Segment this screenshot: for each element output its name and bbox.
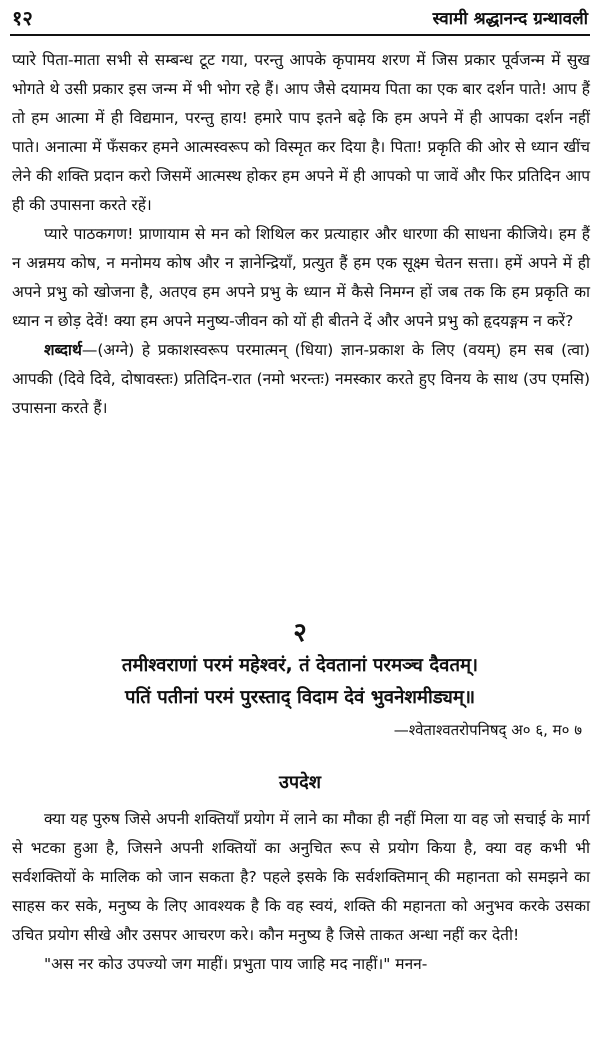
paragraph-dear-readers: प्यारे पाठकगण! प्राणायाम से मन को शिथिल कर प्रत्याहार और धारणा की साधना कीजिये। हम हैं न अन्नमय कोष, न मनोमय कोष और न ज्ञानेन्द्रियाँ, प्रत्युत हैं हम एक सूक्ष्म चेतन सत्ता। हमें अपने में ही अपने प्रभु को खोजना है, अतएव हम अपने प्रभु के ध्यान में कैसे निमग्न हों जब तक कि हम प्रकृति का ध्यान न छोड़ देवें! क्या हम अपने मनुष्य-जीवन को यों ही बीतने दें और अपने प्रभु को हृदयङ्गम न करें? [12, 225, 590, 330]
page-number: १२ [12, 6, 33, 30]
paragraph-quote: "अस नर कोउ उपज्यो जग माहीं। प्रभुता पाय जाहि मद नाहीं।" मनन- [44, 955, 428, 973]
paragraph-updesh: क्या यह पुरुष जिसे अपनी शक्तियाँ प्रयोग में लाने का मौका ही नहीं मिला या वह जो सचाई के मार्ग से भटका हुआ है, जिसने अपनी शक्तियों का अनुचित रूप से प्रयोग किया है, क्या वह कभी भी सर्वशक्तियों के मालिक को जान सकता है? पहले इसके कि सर्वशक्तिमान् की महानता को समझने का साहस कर सके, मनुष्य के लिए आवश्यक है कि वह स्वयं, शक्ति की महानता को अनुभव करके उसका उचित प्रयोग सीखे और उसपर आचरण करे। कौन मनुष्य है जिसे ताकत अन्धा नहीं कर देती! [12, 810, 590, 944]
section-one-text [12, 46, 590, 423]
section-heading-updesh: उपदेश [279, 772, 321, 793]
running-title: स्वामी श्रद्धानन्द ग्रन्थावली [432, 9, 588, 29]
paragraph-word-meaning [12, 336, 590, 423]
mantra-source: —श्वेताश्वतरोपनिषद् अ० ६, म० ७ [393, 721, 582, 739]
mantra-line-1: तमीश्वराणां परमं महेश्वरं, तं देवतानां परमञ्च दैवतम्। [121, 655, 479, 676]
paragraph-father-mother: प्यारे पिता-माता सभी से सम्बन्ध टूट गया, परन्तु आपके कृपामय शरण में जिस प्रकार पूर्वजन्म में सुख भोगते थे उसी प्रकार इस जन्म में भी भोग रहे हैं। आप जैसे दयामय पिता का एक बार दर्शन पाते! आप हैं तो हम आत्मा में ही विद्यमान, परन्तु हाय! हमारे पाप इतने बढ़े कि हम अपने में ही आपका दर्शन नहीं पाते। अनात्मा में फँसकर हमने आत्मस्वरूप को विस्मृत कर दिया है। पिता! प्रकृति की ओर से ध्यान खींच लेने की शक्ति प्रदान करो जिसमें आत्मस्थ होकर हम अपने में ही आपको पा जावें और फिर प्रतिदिन आप ही की उपासना करते रहें। [12, 51, 590, 214]
page-header [10, 4, 590, 36]
mantra-line-2: पतिं पतीनां परमं पुरस्ताद् विदाम देवं भुवनेशमीड्यम्॥ [124, 687, 476, 708]
word-meaning-label: शब्दार्थ [44, 341, 82, 359]
section-two-text [12, 805, 590, 979]
section-number: २ [293, 618, 307, 648]
word-meaning-text: —(अग्ने) हे प्रकाशस्वरूप परमात्मन् (धिया) ज्ञान-प्रकाश के लिए (वयम्) हम सब (त्वा) आपकी (दिवे दिवे, दोषावस्तः) प्रतिदिन-रात (नमो भरन्तः) नमस्कार करते हुए विनय के साथ (उप एमसि) उपासना करते हैं। [12, 341, 590, 417]
